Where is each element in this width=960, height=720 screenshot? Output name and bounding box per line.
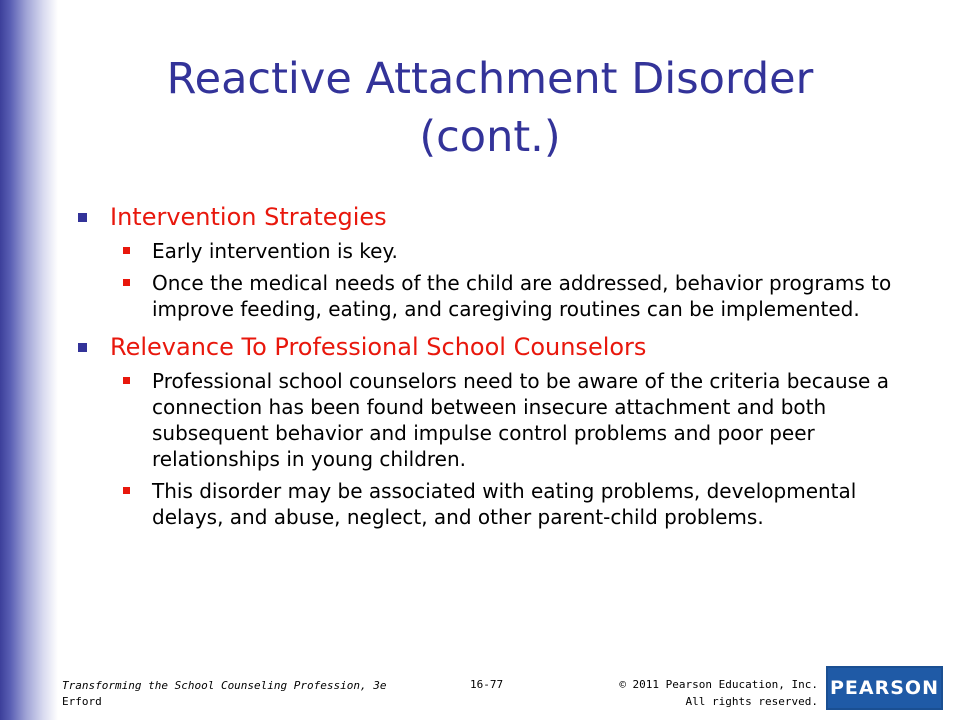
section-heading-relevance: [78, 332, 918, 362]
square-bullet-icon: [78, 343, 87, 352]
footer-page-number: 16-77: [470, 678, 504, 691]
footer-copyright: [619, 676, 818, 710]
side-gradient-bar: [0, 0, 58, 720]
square-bullet-icon: [123, 487, 130, 494]
list-item: [78, 478, 918, 530]
slide-title: [90, 50, 890, 166]
slide-content: [78, 202, 918, 530]
copyright-line-2: All rights reserved.: [685, 695, 818, 708]
list-item: [78, 238, 918, 264]
list-item-text: Professional school counselors need to be aware of the criteria because a connection has been found between insecure attachment and both subsequent behavior and impulse control problems and poor peer relationships in young children.: [152, 369, 889, 471]
section-heading-intervention: [78, 202, 918, 232]
footer-author: Erford: [62, 695, 102, 708]
list-item: [78, 368, 918, 472]
list-item-text: This disorder may be associated with eating problems, developmental delays, and abuse, neglect, and other parent-child problems.: [152, 479, 857, 529]
square-bullet-icon: [123, 279, 130, 286]
title-line-1: Reactive Attachment Disorder: [166, 54, 814, 104]
square-bullet-icon: [123, 377, 130, 384]
section-heading-text: Relevance To Professional School Counselors: [110, 333, 647, 361]
square-bullet-icon: [78, 213, 87, 222]
footer-book-info: [62, 678, 387, 710]
copyright-line-1: © 2011 Pearson Education, Inc.: [619, 678, 818, 691]
title-line-2: (cont.): [419, 112, 561, 162]
pearson-logo: [826, 666, 943, 710]
list-item: [78, 270, 918, 322]
square-bullet-icon: [123, 247, 130, 254]
section-heading-text: Intervention Strategies: [110, 203, 387, 231]
list-item-text: Early intervention is key.: [152, 239, 398, 263]
footer-book-title: Transforming the School Counseling Profession, 3e: [62, 679, 387, 692]
logo-text: PEARSON: [830, 677, 939, 699]
list-item-text: Once the medical needs of the child are addressed, behavior programs to improve feeding, eating, and caregiving routines can be implemented.: [152, 271, 892, 321]
